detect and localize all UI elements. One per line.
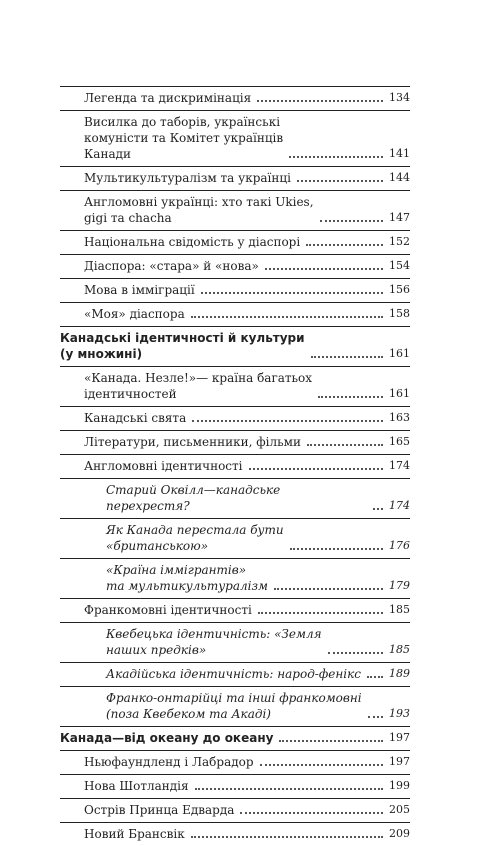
toc-entry-title [84,170,291,186]
dot-leader [279,740,383,742]
toc-entry-title [84,370,312,402]
toc-entry-title-line: Національна свідомість у діаспорі [84,235,301,249]
toc-entry [60,518,410,558]
table-of-contents [60,86,410,846]
toc-entry-title [84,258,259,274]
toc-entry [60,110,410,166]
dot-leader [328,652,383,654]
toc-entry-title-line: та мультикультуралізм [106,579,268,593]
toc-entry-title [84,114,283,162]
toc-page-number: 156 [389,283,410,296]
dot-leader [307,444,383,446]
dot-leader [320,220,383,222]
toc-entry [60,366,410,406]
toc-entry-title [84,602,252,618]
dot-leader [257,100,383,102]
toc-page-number: 185 [389,603,410,616]
toc-page-number: 209 [389,827,410,840]
toc-entry-title-line: Нова Шотландія [84,779,189,793]
dot-leader [195,788,383,790]
toc-section-heading [60,726,410,750]
toc-entry-title-line: Новий Брансвік [84,827,185,841]
toc-page-number: 179 [389,579,410,592]
toc-page-number: 165 [389,435,410,448]
toc-page-number: 154 [389,259,410,272]
toc-entry-title-line: «британською» [106,539,209,553]
toc-entry [60,430,410,454]
toc-entry-title-line: Як Канада перестала бути [106,523,284,537]
dot-leader [367,676,383,678]
toc-entry [60,254,410,278]
toc-entry-title [106,482,367,514]
toc-entry-title-line: Канадські свята [84,411,187,425]
toc-entry-title [84,826,185,842]
toc-entry-title-line: Старий Оквілл—канадське перехрестя? [106,483,281,513]
dot-leader [191,836,383,838]
toc-entry-title [84,234,300,250]
toc-page-number: 134 [389,91,410,104]
toc-page-number: 197 [389,731,410,744]
toc-page-number: 163 [389,411,410,424]
toc-entry [60,822,410,846]
toc-entry-title-line: (поза Квебеком та Акаді) [106,707,271,721]
toc-entry-title-line: Англомовні українці: хто такі Ukies, [84,195,314,209]
dot-leader [265,268,383,270]
toc-page-number: 147 [389,211,410,224]
toc-entry-title [106,690,362,722]
dot-leader [274,588,383,590]
toc-entry [60,86,410,110]
dot-leader [290,548,383,550]
toc-entry-title [60,330,305,362]
dot-leader [191,316,383,318]
toc-page-number: 174 [389,499,410,512]
toc-entry-title [106,522,284,554]
toc-entry-title [106,666,361,682]
toc-entry-title-line: Акадійська ідентичність: народ-фенікс [106,667,361,681]
toc-entry-title-line: Франкомовні ідентичності [84,603,252,617]
toc-entry-title-line: «Країна іммігрантів» [106,563,247,577]
toc-entry-title-line: наших предків» [106,643,207,657]
toc-page-number: 189 [389,667,410,680]
toc-page-number: 174 [389,459,410,472]
toc-entry [60,302,410,326]
toc-entry [60,454,410,478]
toc-entry-title-line: Англомовні ідентичності [84,459,243,473]
toc-entry-title [84,306,185,322]
dot-leader [201,292,383,294]
toc-entry-title-line: Мова в імміграції [84,283,195,297]
toc-entry-title [84,778,189,794]
toc-section-heading [60,326,410,366]
toc-entry-title [106,626,322,658]
toc-entry-title-line: Квебецька ідентичність: «Земля [106,627,322,641]
toc-entry-title-line: Канада—від океану до океану [60,731,274,745]
toc-entry-title [84,282,195,298]
dot-leader [289,156,383,158]
toc-entry-title [84,458,243,474]
toc-entry [60,622,410,662]
toc-entry [60,686,410,726]
toc-page-number: 144 [389,171,410,184]
dot-leader [240,812,383,814]
toc-entry-title-line: (у множині) [60,347,143,361]
toc-entry [60,750,410,774]
toc-page-number: 141 [389,147,410,160]
toc-page-number: 193 [389,707,410,720]
toc-entry-title-line: Легенда та дискримінація [84,91,252,105]
toc-page-number: 197 [389,755,410,768]
toc-page-number: 152 [389,235,410,248]
dot-leader [311,356,383,358]
toc-entry-title-line: Літератури, письменники, фільми [84,435,301,449]
toc-page-number: 161 [389,387,410,400]
toc-entry-title-line: комуністи та Комітет українців [84,131,284,145]
dot-leader [192,420,383,422]
dot-leader [373,508,383,510]
toc-entry [60,798,410,822]
toc-entry-title [106,562,268,594]
dot-leader [249,468,383,470]
toc-entry-title [84,90,251,106]
toc-entry-title [84,434,301,450]
toc-entry-title-line: Франко-онтарійці та інші франкомовні [106,691,362,705]
toc-entry [60,190,410,230]
toc-page-number: 158 [389,307,410,320]
toc-entry-title-line: Мультикультуралізм та українці [84,171,291,185]
toc-entry-title [84,754,254,770]
dot-leader [258,612,383,614]
toc-entry [60,278,410,302]
toc-entry [60,558,410,598]
toc-entry [60,166,410,190]
toc-entry-title-line: Ньюфаундленд і Лабрадор [84,755,254,769]
toc-page-number: 176 [389,539,410,552]
toc-entry-title [84,410,186,426]
toc-entry-title-line: Канади [84,147,131,161]
toc-entry-title [60,730,273,746]
toc-entry-title-line: Висилка до таборів, українські [84,115,281,129]
toc-entry-title [84,802,234,818]
dot-leader [260,764,383,766]
dot-leader [318,396,383,398]
toc-entry-title-line: Острів Принца Едварда [84,803,235,817]
toc-entry-title-line: ідентичностей [84,387,177,401]
toc-entry-title-line: «Канада. Незле!»— країна багатьох [84,371,313,385]
toc-page-number: 185 [389,643,410,656]
toc-entry [60,598,410,622]
toc-entry [60,662,410,686]
toc-entry-title-line: «Моя» діаспора [84,307,185,321]
toc-page-number: 205 [389,803,410,816]
toc-entry [60,478,410,518]
toc-entry-title-line: Канадські ідентичності й культури [60,331,305,345]
toc-entry-title-line: gigi та chacha [84,211,172,225]
dot-leader [368,716,383,718]
dot-leader [297,180,383,182]
toc-entry [60,406,410,430]
toc-entry-title-line: Діаспора: «стара» й «нова» [84,259,259,273]
toc-page-number: 199 [389,779,410,792]
toc-entry [60,774,410,798]
toc-entry [60,230,410,254]
dot-leader [306,244,383,246]
toc-entry-title [84,194,314,226]
toc-page-number: 161 [389,347,410,360]
